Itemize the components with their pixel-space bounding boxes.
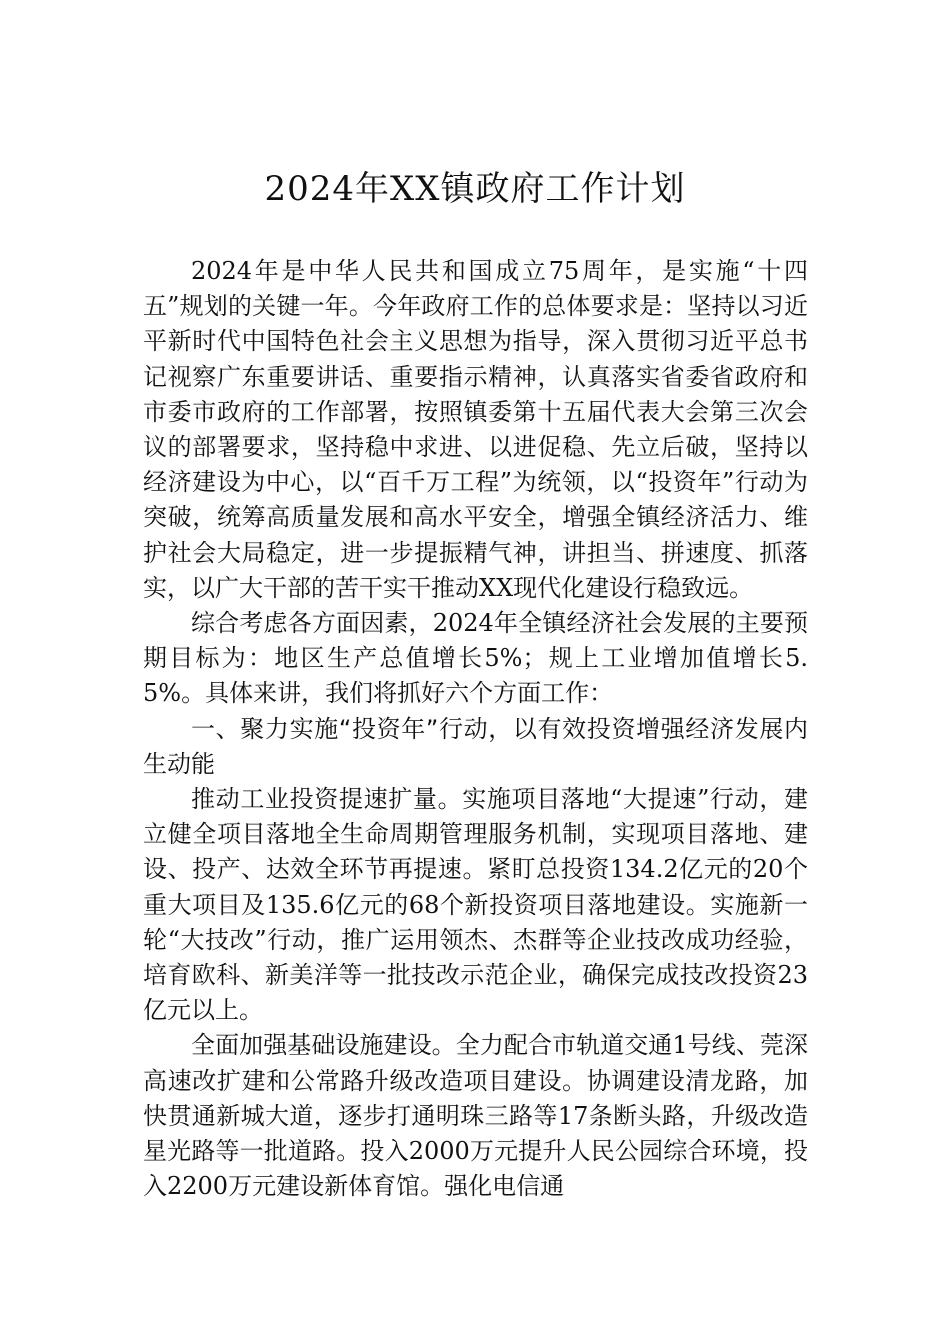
document-body [143,254,808,1204]
paragraph-targets: 综合考虑各方面因素，2024年全镇经济社会发展的主要预期目标为：地区生产总值增长5%；规上工业增加值增长5.5%。具体来讲，我们将抓好六个方面工作： [143,609,808,708]
paragraph-infrastructure: 全面加强基础设施建设。全力配合市轨道交通1号线、莞深高速改扩建和公常路升级改造项目建设。协调建设清龙路，加快贯通新城大道，逐步打通明珠三路等17条断头路，升级改造星光路等一批道路。投入2000万元提升人民公园综合环境，投入2200万元建设新体育馆。强化电信通 [143,1031,808,1201]
paragraph-industrial-investment: 推动工业投资提速扩量。实施项目落地“大提速”行动，建立健全项目落地全生命周期管理服务机制，实现项目落地、建设、投产、达效全环节再提速。紧盯总投资134.2亿元的20个重大项目及135.6亿元的68个新投资项目落地建设。实施新一轮“大技改”行动，推广运用领杰、杰群等企业技改成功经验，培育欧科、新美洋等一批技改示范企业，确保完成技改投资23亿元以上。 [143,785,808,1025]
document-title: 2024年XX镇政府工作计划 [264,169,686,209]
section-heading-1: 一、聚力实施“投资年”行动，以有效投资增强经济发展内生动能 [143,714,808,778]
paragraph-overview: 2024年是中华人民共和国成立75周年，是实施“十四五”规划的关键一年。今年政府工作的总体要求是：坚持以习近平新时代中国特色社会主义思想为指导，深入贯彻习近平总书记视察广东重要讲话、重要指示精神，认真落实省委省政府和市委市政府的工作部署，按照镇委第十五届代表大会第三次会议的部署要求，坚持稳中求进、以进促稳、先立后破，坚持以经济建设为中心，以“百千万工程”为统领，以“投资年”行动为突破，统筹高质量发展和高水平安全，增强全镇经济活力、维护社会大局稳定，进一步提振精气神，讲担当、拼速度、抓落实，以广大干部的苦干实干推动XX现代化建设行稳致远。 [143,257,808,602]
